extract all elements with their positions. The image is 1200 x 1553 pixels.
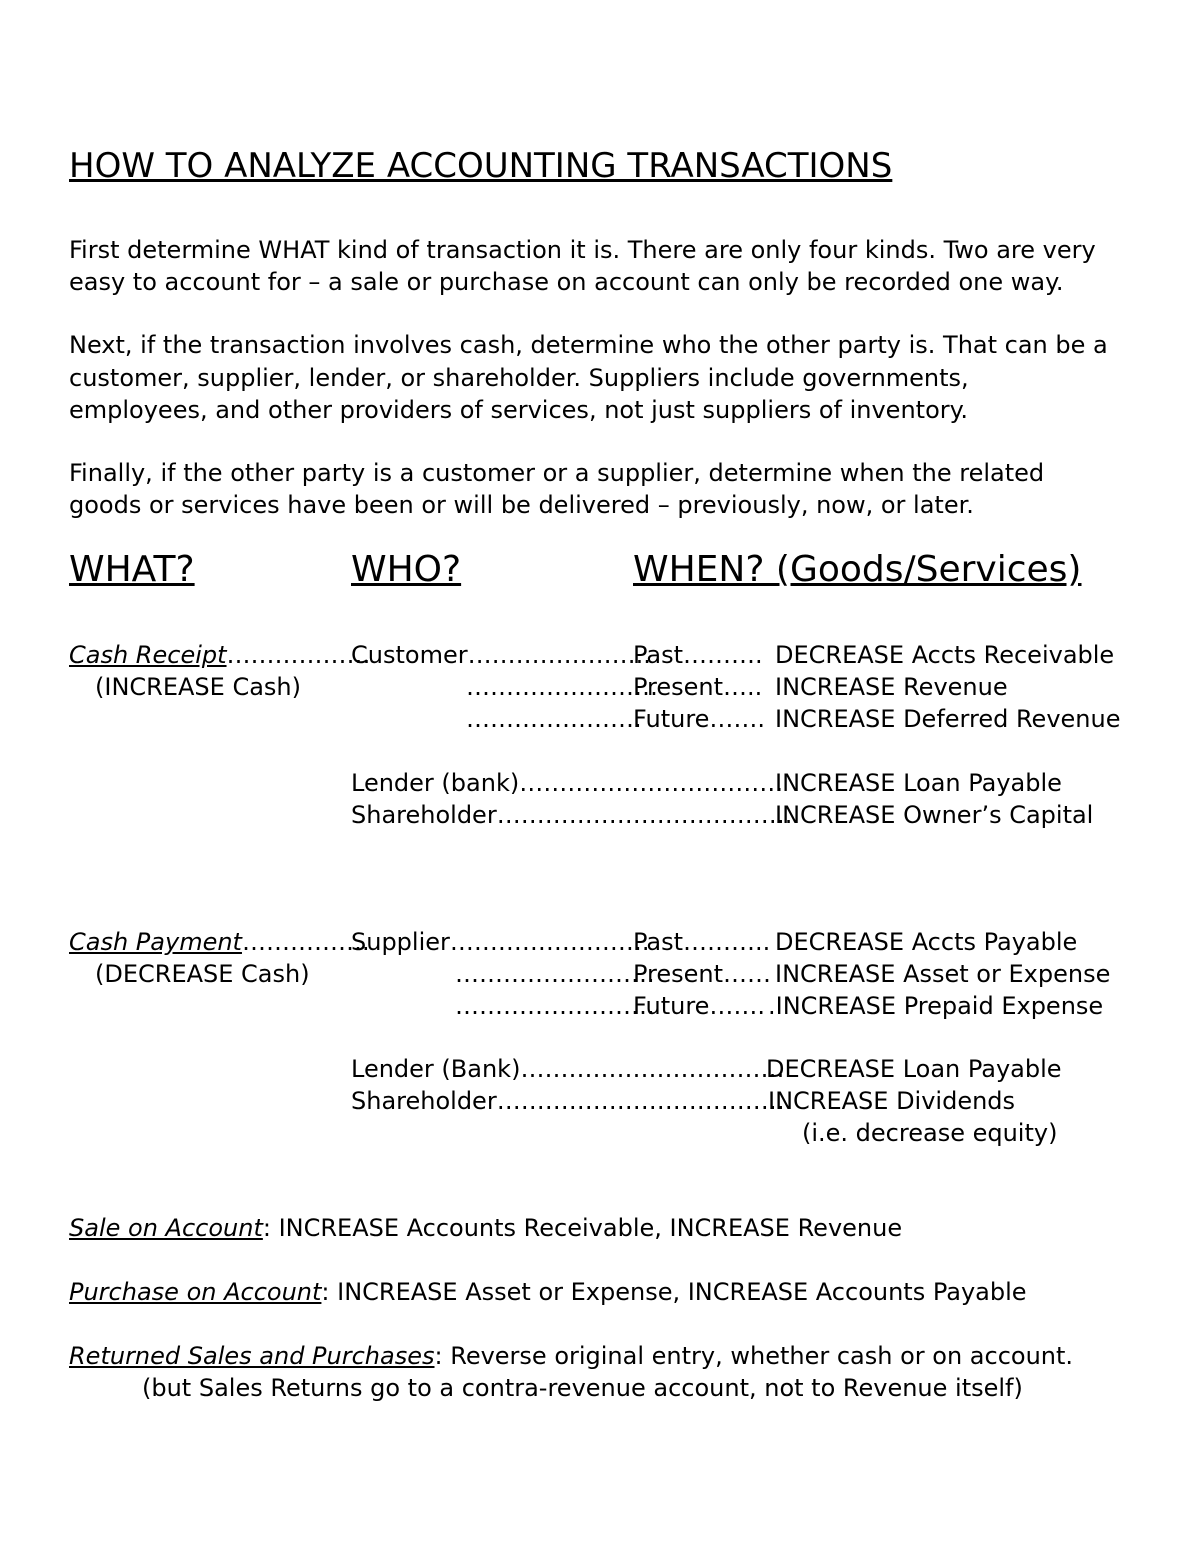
- paragraph-3-line-1: Finally, if the other party is a customer or a supplier, determine when the related: [69, 459, 1045, 487]
- paragraph-1-line-1: First determine WHAT kind of transaction it is. There are only four kinds. Two are very: [69, 236, 1096, 264]
- column-header-when: WHEN? (Goods/Services): [633, 549, 1082, 590]
- rule-returns: [69, 1340, 1073, 1372]
- payment-shareholder-row: [351, 1085, 785, 1117]
- paragraph-1-line-2: easy to account for – a sale or purchase on account can only be recorded one way.: [69, 268, 1064, 296]
- customer-past-dots: …………………..: [467, 641, 651, 669]
- cash-payment-dots: …………….: [241, 928, 370, 956]
- supplier-future-dots: …………………….: [455, 992, 655, 1020]
- cash-payment-row: [69, 926, 370, 958]
- rule-sale-on-account: [69, 1212, 902, 1244]
- cash-receipt-effect: (INCREASE Cash): [95, 673, 301, 701]
- payment-lender-result: DECREASE Loan Payable: [766, 1055, 1062, 1083]
- cash-payment-effect: (DECREASE Cash): [95, 960, 310, 988]
- receipt-timing-future: Future…….: [633, 705, 766, 733]
- receipt-timing-past: Past……….: [633, 641, 763, 669]
- receipt-shareholder-result: INCREASE Owner’s Capital: [775, 801, 1094, 829]
- receipt-result-past: DECREASE Accts Receivable: [775, 641, 1115, 669]
- payment-lender-row: [351, 1053, 784, 1085]
- column-header-who: WHO?: [351, 549, 462, 590]
- receipt-lender-result: INCREASE Loan Payable: [775, 769, 1062, 797]
- supplier-label: Supplier: [351, 928, 450, 956]
- rule-purchase-label: Purchase on Account: [69, 1278, 322, 1306]
- rule-returns-label: Returned Sales and Purchases: [69, 1342, 435, 1370]
- receipt-shareholder-row: [351, 799, 792, 831]
- receipt-result-future: INCREASE Deferred Revenue: [775, 705, 1121, 733]
- cash-receipt-label: Cash Receipt: [69, 641, 227, 669]
- customer-row-past: [351, 639, 651, 671]
- cash-payment-label: Cash Payment: [69, 928, 242, 956]
- payment-timing-present: Present……: [633, 960, 772, 988]
- receipt-timing-present: Present…..: [633, 673, 763, 701]
- payment-shareholder-note: (i.e. decrease equity): [802, 1119, 1058, 1147]
- supplier-past-dots: …………………….: [449, 928, 650, 956]
- rule-sale-text: : INCREASE Accounts Receivable, INCREASE Revenue: [262, 1214, 903, 1242]
- payment-result-past: DECREASE Accts Payable: [775, 928, 1078, 956]
- receipt-result-present: INCREASE Revenue: [775, 673, 1008, 701]
- payment-timing-past: Past………..: [633, 928, 771, 956]
- payment-shareholder-dots: ………………………………: [496, 1087, 785, 1115]
- receipt-shareholder-label: Shareholder: [351, 801, 497, 829]
- payment-lender-label: Lender (Bank): [351, 1055, 521, 1083]
- paragraph-2-line-1: Next, if the transaction involves cash, determine who the other party is. That can be a: [69, 331, 1108, 359]
- payment-lender-dots: ……………………………: [520, 1055, 785, 1083]
- paragraph-2-line-2: customer, supplier, lender, or shareholder. Suppliers include governments,: [69, 364, 969, 392]
- rule-sale-label: Sale on Account: [69, 1214, 263, 1242]
- rule-purchase-text: : INCREASE Asset or Expense, INCREASE Accounts Payable: [321, 1278, 1027, 1306]
- rule-returns-note: (but Sales Returns go to a contra-revenue account, not to Revenue itself): [142, 1374, 1023, 1402]
- payment-shareholder-label: Shareholder: [351, 1087, 497, 1115]
- rule-purchase-on-account: [69, 1276, 1027, 1308]
- supplier-row-past: [351, 926, 650, 958]
- receipt-lender-label: Lender (bank): [351, 769, 520, 797]
- payment-result-present: INCREASE Asset or Expense: [775, 960, 1111, 988]
- customer-present-dots: ……………………: [466, 673, 658, 701]
- payment-shareholder-result: INCREASE Dividends: [768, 1087, 1016, 1115]
- supplier-present-dots: …………………….: [455, 960, 655, 988]
- payment-result-future: .INCREASE Prepaid Expense: [768, 992, 1104, 1020]
- receipt-lender-dots: ……………………………: [519, 769, 784, 797]
- rule-returns-text: : Reverse original entry, whether cash or on account.: [434, 1342, 1074, 1370]
- column-header-what: WHAT?: [69, 549, 195, 590]
- customer-label: Customer: [351, 641, 468, 669]
- receipt-lender-row: [351, 767, 783, 799]
- cash-receipt-dots: ………………: [226, 641, 371, 669]
- customer-future-dots: ………………….: [466, 705, 642, 733]
- page-title: HOW TO ANALYZE ACCOUNTING TRANSACTIONS: [69, 146, 893, 186]
- paragraph-3-line-2: goods or services have been or will be delivered – previously, now, or later.: [69, 491, 974, 519]
- paragraph-2-line-3: employees, and other providers of services, not just suppliers of inventory.: [69, 396, 969, 424]
- payment-timing-future: Future…….: [633, 992, 766, 1020]
- receipt-shareholder-dots: ……………………………….: [496, 801, 793, 829]
- cash-receipt-row: [69, 639, 371, 671]
